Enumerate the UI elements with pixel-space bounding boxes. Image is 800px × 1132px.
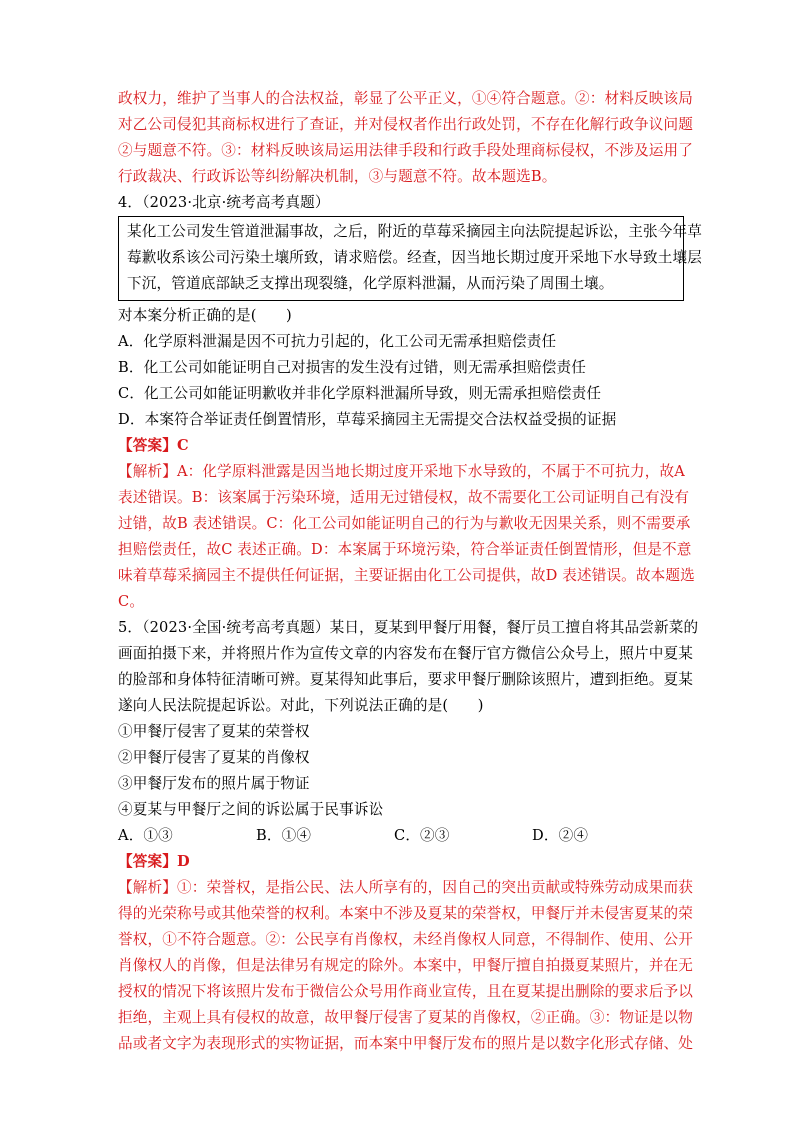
option-c: C．化工公司如能证明歉收并非化学原料泄漏所导致，则无需承担赔偿责任 [118, 385, 602, 402]
analysis-line: 过错，故B 表述错误。C：化工公司如能证明自己的行为与歉收无因果关系，则不需要承 [118, 515, 691, 532]
material-box [118, 216, 703, 301]
q3-analysis-continued [118, 86, 694, 190]
statement-3: ③甲餐厅发布的照片属于物证 [118, 775, 310, 792]
text-line: 对乙公司侵犯其商标权进行了查证，并对侵权者作出行政处罚，不存在化解行政争议问题 [118, 116, 694, 133]
analysis-line: 授权的情况下将该照片发布于微信公众号用作商业宣传，且在夏某提出删除的要求后予以 [118, 983, 694, 1000]
analysis-line: 拒绝，主观上具有侵权的故意，故甲餐厅侵害了夏某的肖像权，②正确。③：物证是以物 [118, 1009, 694, 1026]
material-line: 下沉，管道底部缺乏支撑出现裂缝，化学原料泄漏，从而污染了周围土壤。 [127, 275, 614, 292]
analysis-line: 表述错误。B：该案属于污染环境，适用无过错侵权，故不需要化工公司证明自己有没有 [118, 489, 690, 506]
question-4 [118, 190, 703, 615]
choice-d: D．②④ [532, 827, 589, 844]
analysis-line: 誉权，①不符合题意。②：公民享有肖像权，未经肖像权人同意，不得制作、使用、公开 [118, 931, 694, 948]
choice-row [118, 823, 684, 849]
choice-a: A．①③ [118, 827, 173, 844]
document-page [118, 86, 703, 1057]
answer-label: 【答案】C [118, 437, 189, 454]
choice-c: C．②③ [394, 827, 450, 844]
analysis-line: 【解析】A：化学原料泄露是因当地长期过度开采地下水导致的，不属于不可抗力，故A [118, 463, 685, 480]
text-line: 政权力，维护了当事人的合法权益，彰显了公平正义，①④符合题意。②：材料反映该局 [118, 90, 694, 107]
analysis-line: 品或者文字为表现形式的实物证据，而本案中甲餐厅发布的照片是以数字化形式存储、处 [118, 1035, 694, 1052]
analysis-line: 担赔偿责任，故C 表述正确。D：本案属于环境污染，符合举证责任倒置情形，但是不意 [118, 541, 692, 558]
analysis-line: 肖像权人的肖像，但是法律另有规定的除外。本案中，甲餐厅擅自拍摄夏某照片，并在无 [118, 957, 694, 974]
choice-b: B．①④ [256, 827, 312, 844]
text-line: ②与题意不符。③：材料反映该局运用法律手段和行政手段处理商标侵权，不涉及运用了 [118, 142, 694, 159]
question-stem: 对本案分析正确的是( ) [118, 307, 292, 324]
analysis-line: 【解析】①：荣誉权，是指公民、法人所享有的，因自己的突出贡献或特殊劳动成果而获 [118, 879, 694, 896]
analysis-line: 得的光荣称号或其他荣誉的权利。本案中不涉及夏某的荣誉权，甲餐厅并未侵害夏某的荣 [118, 905, 694, 922]
option-a: A．化学原料泄漏是因不可抗力引起的，化工公司无需承担赔偿责任 [118, 333, 557, 350]
question-5 [118, 615, 699, 1057]
statement-4: ④夏某与甲餐厅之间的诉讼属于民事诉讼 [118, 801, 384, 818]
question-stem: 5．（2023·全国·统考高考真题）某日，夏某到甲餐厅用餐，餐厅员工擅自将其品尝新菜的 [118, 619, 699, 636]
option-b: B．化工公司如能证明自己对损害的发生没有过错，则无需承担赔偿责任 [118, 359, 586, 376]
statement-2: ②甲餐厅侵害了夏某的肖像权 [118, 749, 310, 766]
text-line: 行政裁决、行政诉讼等纠纷解决机制，③与题意不符。故本题选B。 [118, 168, 557, 185]
material-line: 某化工公司发生管道泄漏事故，之后，附近的草莓采摘园主向法院提起诉讼，主张今年草 [127, 223, 703, 240]
material-line: 莓歉收系该公司污染土壤所致，请求赔偿。经查，因当地长期过度开采地下水导致土壤层 [127, 249, 703, 266]
question-header: 4．（2023·北京·统考高考真题） [118, 194, 330, 211]
option-d: D．本案符合举证责任倒置情形，草莓采摘园主无需提交合法权益受损的证据 [118, 411, 617, 428]
answer-label: 【答案】D [118, 853, 190, 870]
question-stem: 画面拍摄下来，并将照片作为宣传文章的内容发布在餐厅官方微信公众号上，照片中夏某 [118, 645, 694, 662]
question-stem: 的脸部和身体特征清晰可辨。夏某得知此事后，要求甲餐厅删除该照片，遭到拒绝。夏某 [118, 671, 694, 688]
analysis-line: C。 [118, 593, 145, 610]
statement-1: ①甲餐厅侵害了夏某的荣誉权 [118, 723, 310, 740]
question-stem: 遂向人民法院提起诉讼。对此，下列说法正确的是( ) [118, 697, 484, 714]
analysis-line: 味着草莓采摘园主不提供任何证据，主要证据由化工公司提供，故D 表述错误。故本题选 [118, 567, 695, 584]
